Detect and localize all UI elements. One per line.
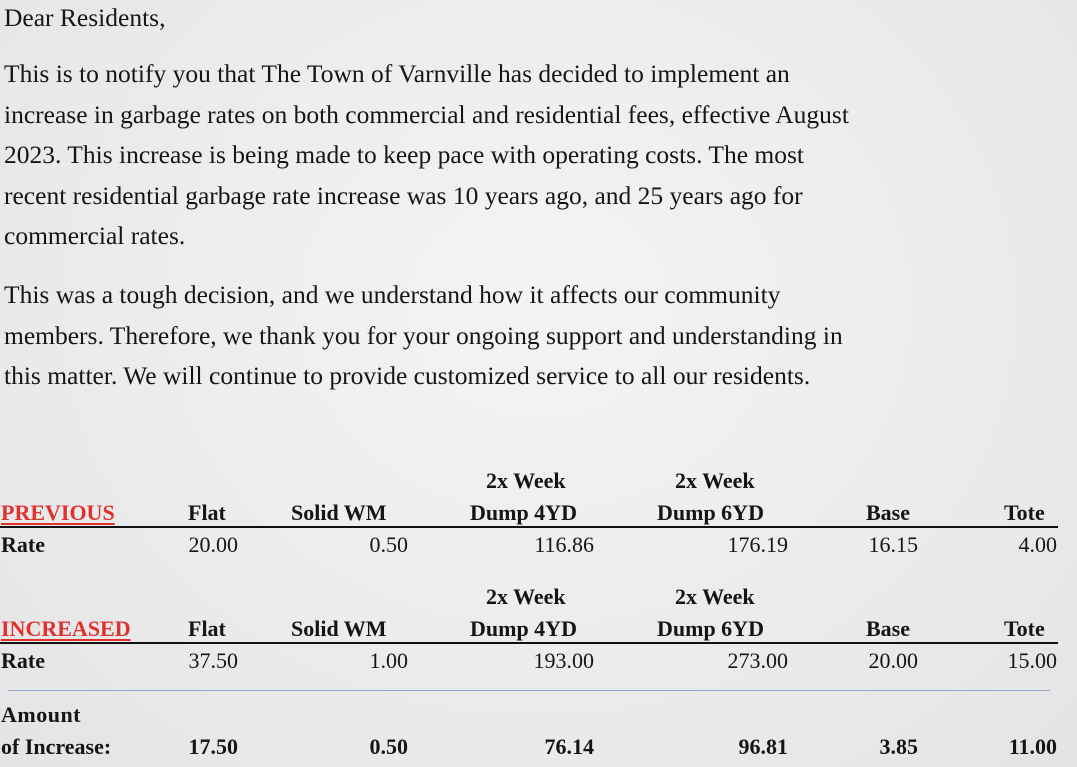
increase-flat: 17.50 xyxy=(188,734,238,759)
header-flat: Flat xyxy=(188,500,226,525)
increase-tote: 11.00 xyxy=(1008,734,1057,759)
section-label-previous: PREVIOUS xyxy=(1,500,115,525)
paragraph-line: recent residential garbage rate increase was 10 years ago, and 25 years ago for xyxy=(4,180,803,210)
value-dump4: 193.00 xyxy=(533,648,594,673)
paragraph-notice xyxy=(4,54,1077,257)
value-tote: 4.00 xyxy=(1018,532,1057,557)
increase-dump4: 76.14 xyxy=(544,734,594,759)
header-dump6-top: 2x Week xyxy=(675,584,755,609)
section-label-increased: INCREASED xyxy=(1,616,131,641)
header-solid-wm: Solid WM xyxy=(291,616,387,641)
header-dump6-bottom: Dump 6YD xyxy=(657,500,764,525)
paragraph-line: This was a tough decision, and we understand how it affects our community xyxy=(4,280,781,309)
value-solid-wm: 1.00 xyxy=(369,648,408,673)
separator-line xyxy=(8,690,1050,691)
value-dump4: 116.86 xyxy=(534,532,594,557)
rate-table xyxy=(0,466,1077,767)
header-base: Base xyxy=(866,500,910,525)
header-base: Base xyxy=(866,616,910,641)
header-dump6-top: 2x Week xyxy=(675,468,755,493)
header-underline xyxy=(0,526,1058,528)
header-dump4-top: 2x Week xyxy=(486,584,566,609)
paragraph-line: increase in garbage rates on both commercial and residential fees, effective August xyxy=(4,99,849,129)
value-tote: 15.00 xyxy=(1007,648,1057,673)
increase-base: 3.85 xyxy=(879,734,918,759)
paragraph-thanks xyxy=(4,275,1077,397)
value-dump6: 273.00 xyxy=(727,648,788,673)
header-flat: Flat xyxy=(188,616,226,641)
increase-dump6: 96.81 xyxy=(738,734,788,759)
value-flat: 20.00 xyxy=(188,532,238,557)
value-flat: 37.50 xyxy=(188,648,238,673)
increase-label-line2: of Increase: xyxy=(1,734,112,759)
header-solid-wm: Solid WM xyxy=(291,500,387,525)
header-dump6-bottom: Dump 6YD xyxy=(657,616,764,641)
increase-solid-wm: 0.50 xyxy=(369,734,408,759)
paragraph-line: members. Therefore, we thank you for your ongoing support and understanding in xyxy=(4,320,843,350)
header-dump4-bottom: Dump 4YD xyxy=(470,500,577,525)
paragraph-line: this matter. We will continue to provide customized service to all our residents. xyxy=(4,361,811,390)
value-dump6: 176.19 xyxy=(727,532,788,557)
value-base: 16.15 xyxy=(868,532,918,557)
header-dump4-bottom: Dump 4YD xyxy=(470,616,577,641)
header-tote: Tote xyxy=(1004,616,1045,641)
header-dump4-top: 2x Week xyxy=(486,468,566,493)
header-tote: Tote xyxy=(1004,500,1045,525)
value-base: 20.00 xyxy=(868,648,918,673)
header-underline xyxy=(0,642,1058,644)
row-label-rate: Rate xyxy=(1,648,45,673)
paragraph-line: commercial rates. xyxy=(4,221,186,250)
paragraph-line: 2023. This increase is being made to keep pace with operating costs. The most xyxy=(4,140,804,169)
greeting: Dear Residents, xyxy=(4,3,166,32)
value-solid-wm: 0.50 xyxy=(369,532,408,557)
row-label-rate: Rate xyxy=(1,532,45,557)
paragraph-line: This is to notify you that The Town of Varnville has decided to implement an xyxy=(4,59,790,88)
increase-label-line1: Amount xyxy=(1,702,82,727)
